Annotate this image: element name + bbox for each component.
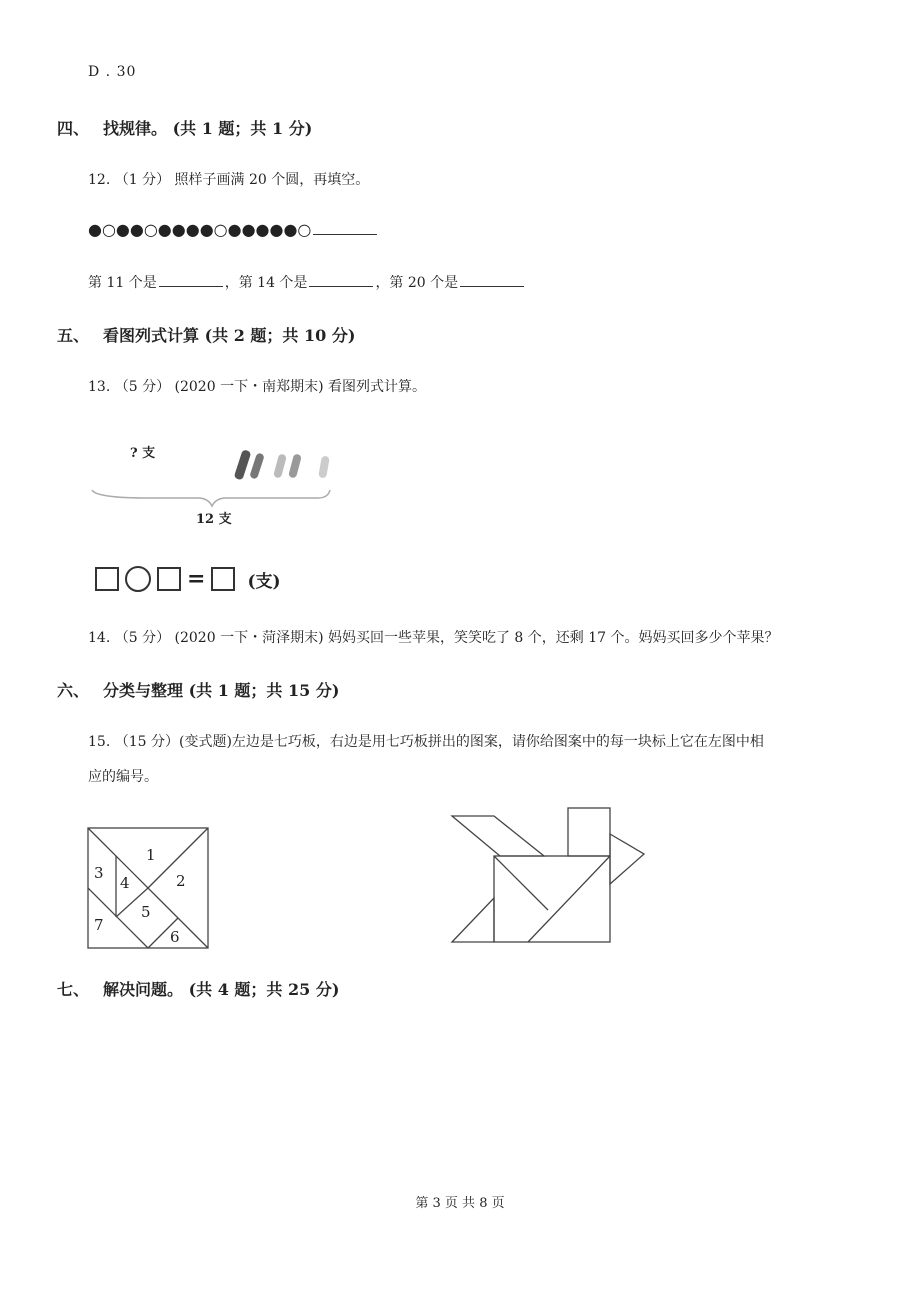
fill-label-20: ，第 20 个是 — [375, 275, 459, 291]
pencils-figure — [88, 428, 348, 528]
question-12-stem: 12. （1 分） 照样子画满 20 个圆，再填空。 — [88, 172, 370, 188]
circle-pattern — [88, 220, 379, 239]
section-title: 解决问题。 (共 4 题；共 25 分) — [103, 980, 340, 999]
answer-box[interactable] — [211, 567, 235, 591]
section-number: 五、 — [57, 326, 90, 345]
question-12-fill — [88, 272, 526, 292]
pattern-blank[interactable] — [313, 220, 377, 235]
answer-blank-14[interactable] — [309, 272, 373, 287]
total-label: 12 支 — [196, 512, 232, 527]
section-title: 看图列式计算 (共 2 题；共 10 分) — [103, 326, 356, 345]
unit-label: (支) — [247, 571, 281, 592]
option-d: D . 30 — [88, 64, 137, 80]
section-number: 七、 — [57, 980, 90, 999]
question-15-stem-line2: 应的编号。 — [88, 769, 158, 785]
piece-label-1: 1 — [146, 846, 156, 864]
section-6-heading — [57, 678, 339, 701]
page-footer: 第 3 页 共 8 页 — [415, 1196, 505, 1211]
section-5-heading — [57, 323, 355, 346]
section-4-heading — [57, 116, 312, 139]
piece-label-7: 7 — [94, 916, 104, 934]
question-14-stem: 14. （5 分） (2020 一下・菏泽期末) 妈妈买回一些苹果，笑笑吃了 8 个，还剩 17 个。妈妈买回多少个苹果？ — [88, 630, 779, 646]
fill-label-11: 第 11 个是 — [88, 275, 157, 291]
operator-circle[interactable] — [125, 566, 151, 592]
piece-label-6: 6 — [170, 928, 180, 946]
unknown-label: ? 支 — [130, 446, 156, 461]
question-13-stem: 13. （5 分） (2020 一下・南郑期末) 看图列式计算。 — [88, 379, 426, 395]
piece-label-2: 2 — [176, 872, 186, 890]
section-number: 四、 — [57, 119, 90, 138]
answer-blank-20[interactable] — [460, 272, 524, 287]
tangram-square — [86, 826, 212, 952]
section-title: 分类与整理 (共 1 题；共 15 分) — [103, 681, 340, 700]
equation-template — [95, 566, 281, 592]
answer-box[interactable] — [157, 567, 181, 591]
answer-box[interactable] — [95, 567, 119, 591]
piece-label-3: 3 — [94, 864, 104, 882]
answer-blank-11[interactable] — [159, 272, 223, 287]
question-15-stem-line1: 15. （15 分）(变式题)左边是七巧板，右边是用七巧板拼出的图案，请你给图案中的每一块标上它在左图中相 — [88, 734, 764, 750]
fill-label-14: ，第 14 个是 — [224, 275, 308, 291]
equals-sign: = — [187, 566, 206, 592]
tangram-figure — [448, 804, 648, 946]
section-number: 六、 — [57, 681, 90, 700]
pattern-symbols: ●○●●○●●●●○●●●●●○ — [88, 220, 312, 239]
piece-label-4: 4 — [120, 874, 130, 892]
section-7-heading — [57, 977, 339, 1000]
pencil-icon — [234, 449, 330, 480]
piece-label-5: 5 — [141, 903, 151, 921]
brace-line — [92, 490, 330, 506]
section-title: 找规律。 (共 1 题；共 1 分) — [103, 119, 313, 138]
